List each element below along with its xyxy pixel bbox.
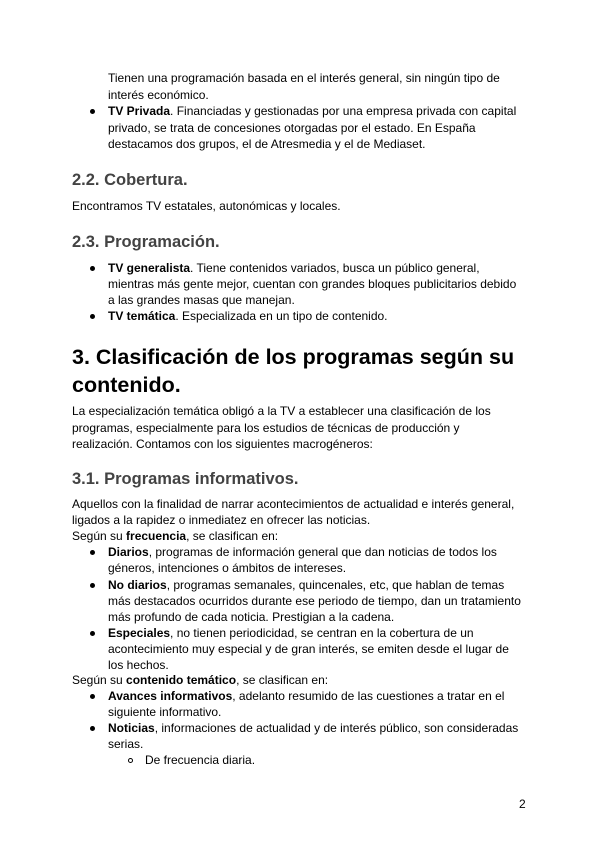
section-3-heading-line-2: contenido. [72, 373, 181, 397]
tv-privada-line-1 [108, 103, 516, 120]
frecuencia-line [72, 528, 278, 545]
section-3-1-para-line-1: Aquellos con la finalidad de narrar acontecimientos de actualidad e interés general, [72, 497, 515, 511]
tv-generalista-label: TV generalista [108, 261, 191, 275]
section-3-1-heading: 3.1. Programas informativos. [72, 470, 299, 488]
no-diarios-line-3: más profundo de cada noticia. Prestigian a la cadena. [108, 610, 395, 624]
tematico-line [72, 672, 328, 689]
section-2-2-heading: 2.2. Cobertura. [72, 171, 188, 189]
bullet-icon [90, 631, 95, 636]
section-3-para-line-3: realización. Contamos con los siguientes macrogéneros: [72, 437, 373, 451]
tematico-label: contenido temático [126, 673, 237, 687]
tv-tematica-line [108, 308, 388, 325]
section-3-para-line-1: La especialización temática obligó a la TV a establecer una clasificación de los [72, 404, 491, 418]
especiales-line-1 [108, 625, 474, 642]
noticias-text: , informaciones de actualidad y de interés público, son consideradas [154, 721, 519, 735]
tv-tematica-label: TV temática [108, 309, 176, 323]
tv-generalista-text: . Tiene contenidos variados, busca un público general, [190, 261, 480, 275]
tematico-post: , se clasifican en: [236, 673, 329, 687]
especiales-line-2: acontecimiento muy especial y de gran interés, se emiten desde el lugar de [108, 642, 509, 656]
tv-tematica-text: . Especializada en un tipo de contenido. [175, 309, 388, 323]
diarios-line-2: géneros, intenciones o ámbitos de intereses. [108, 561, 347, 575]
no-diarios-line-2: más destacados ocurridos durante ese periodo de tiempo, dan un tratamiento [108, 594, 521, 608]
avances-text: , adelanto resumido de las cuestiones a tratar en el [232, 689, 505, 703]
frecuencia-pre: Según su [72, 529, 127, 543]
no-diarios-line-1 [108, 577, 504, 594]
avances-line-2: siguiente informativo. [108, 705, 222, 719]
bullet-icon [90, 583, 95, 588]
avances-line-1 [108, 688, 504, 705]
avances-label: Avances informativos [108, 689, 233, 703]
noticias-line-2: serias. [108, 737, 144, 751]
especiales-label: Especiales [108, 626, 171, 640]
noticias-label: Noticias [108, 721, 155, 735]
bullet-icon [90, 314, 95, 319]
tv-privada-line-3: destacamos dos grupos, el de Atresmedia y el de Mediaset. [108, 137, 426, 151]
intro-line-2: interés económico. [108, 88, 209, 102]
bullet-icon [90, 550, 95, 555]
section-2-2-text: Encontramos TV estatales, autonómicas y locales. [72, 199, 341, 213]
tv-privada-line-2: privado, se trata de concesiones otorgadas por el estado. En España [108, 121, 476, 135]
section-3-para-line-2: programas, especialmente para los estudios de técnicas de producción y [72, 421, 460, 435]
especiales-text: , no tienen periodicidad, se centran en la cobertura de un [170, 626, 474, 640]
bullet-icon [90, 266, 95, 271]
sub-item-diaria: De frecuencia diaria. [145, 753, 256, 767]
bullet-icon [90, 726, 95, 731]
hollow-bullet-icon [128, 758, 133, 763]
tv-generalista-line-1 [108, 260, 480, 277]
no-diarios-label: No diarios [108, 578, 167, 592]
section-3-1-para-line-2: ligados a la rapidez o inmediatez en ofrecer las noticias. [72, 513, 371, 527]
tv-generalista-line-3: a las grandes masas que manejan. [108, 293, 295, 307]
page-number: 2 [519, 797, 526, 811]
tematico-pre: Según su [72, 673, 127, 687]
intro-line-1: Tienen una programación basada en el interés general, sin ningún tipo de [108, 71, 500, 85]
section-3-heading-line-1: 3. Clasificación de los programas según su [72, 345, 515, 369]
section-2-3-heading: 2.3. Programación. [72, 233, 220, 251]
tv-generalista-line-2: mientras más gente mejor, cuentan con grandes bloques publicitarios debido [108, 277, 517, 291]
frecuencia-post: , se clasifican en: [186, 529, 279, 543]
diarios-label: Diarios [108, 545, 149, 559]
tv-privada-text: . Financiadas y gestionadas por una empresa privada con capital [170, 104, 517, 118]
frecuencia-label: frecuencia [126, 529, 187, 543]
bullet-icon [90, 694, 95, 699]
diarios-line-1 [108, 544, 497, 561]
no-diarios-text: , programas semanales, quincenales, etc, que hablan de temas [166, 578, 505, 592]
diarios-text: , programas de información general que dan noticias de todos los [148, 545, 497, 559]
bullet-icon [90, 109, 95, 114]
tv-privada-label: TV Privada [108, 104, 171, 118]
especiales-line-3: los hechos. [108, 658, 169, 672]
noticias-line-1 [108, 720, 518, 737]
